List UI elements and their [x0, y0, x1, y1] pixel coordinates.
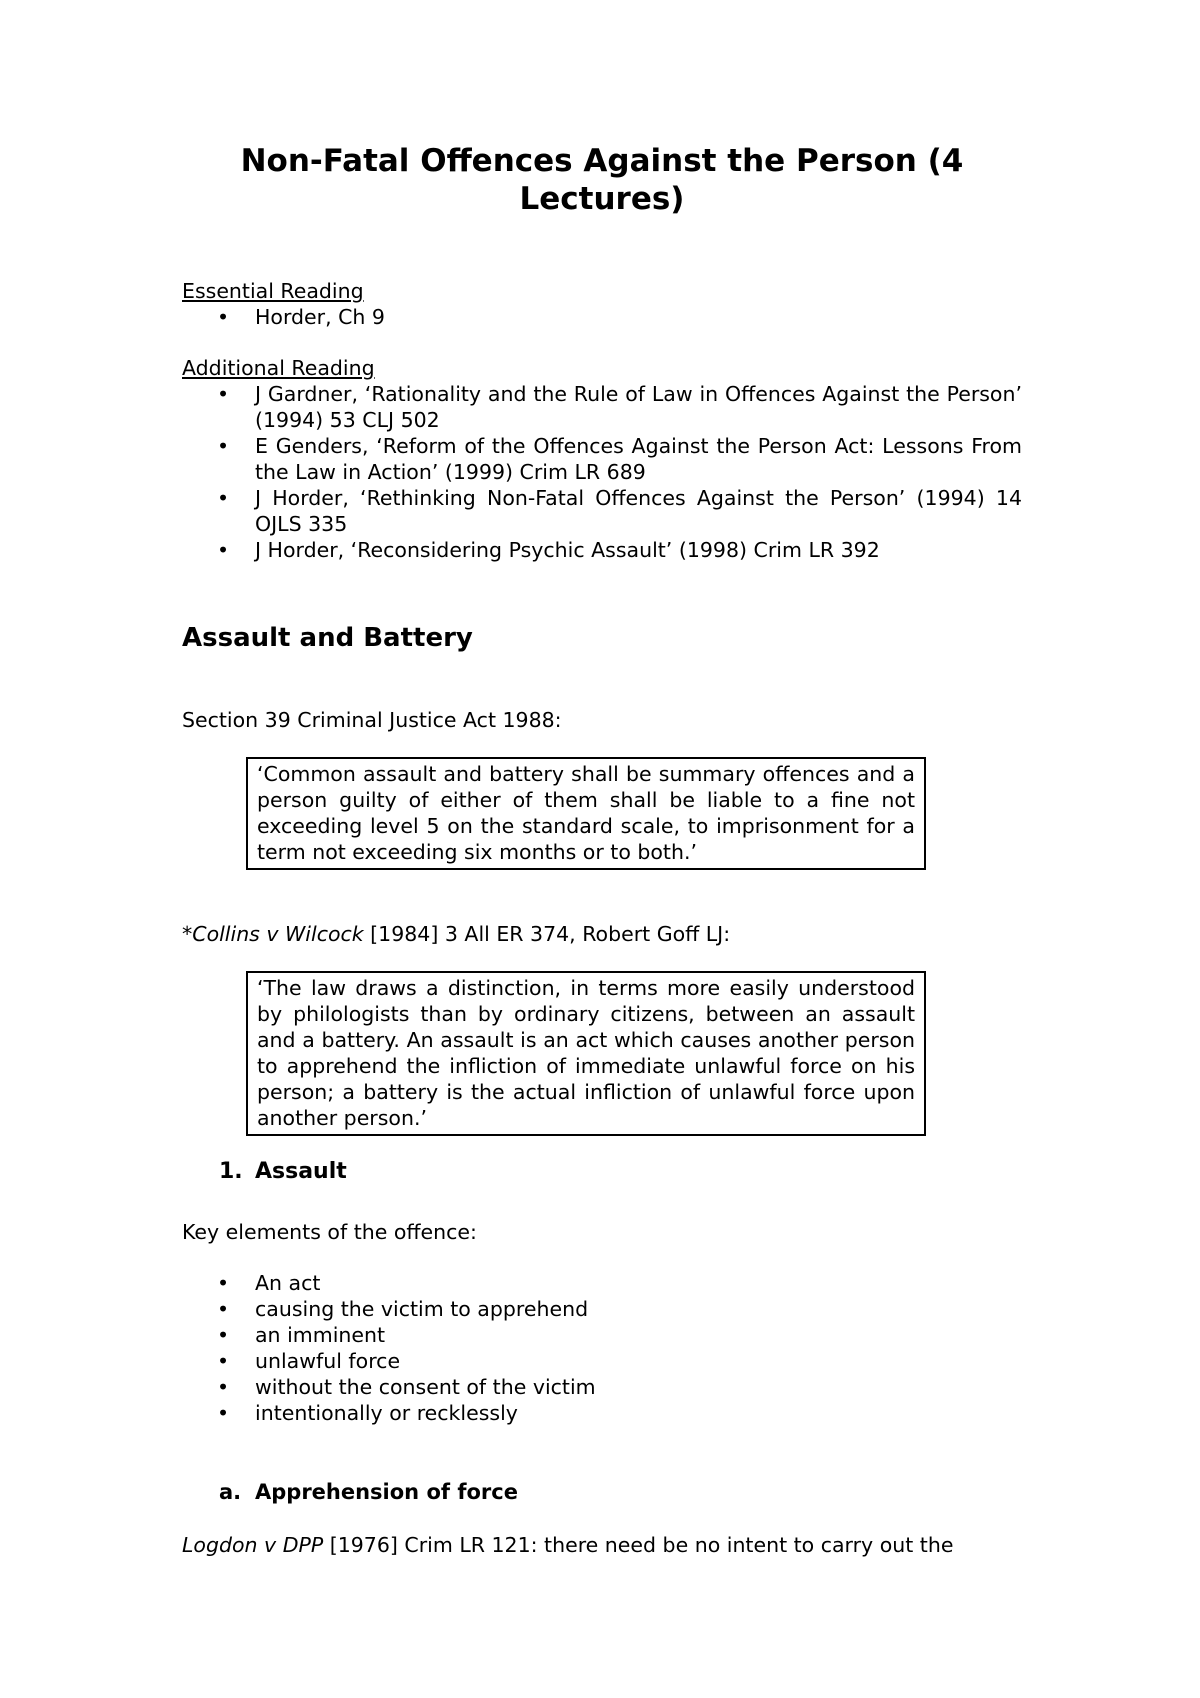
case-quote: ‘The law draws a distinction, in terms more easily understood by philologists than by ordinary citizens, between an assault and a battery. An assault is an act which causes another person to apprehend the infliction of immediate unlawful force on his person; a battery is the actual infliction of unlawful force upon another person.’	[257, 976, 915, 1130]
list-item	[182, 1296, 1022, 1322]
key-element: causing the victim to apprehend	[255, 1297, 589, 1321]
case-name: Collins v Wilcock	[192, 922, 364, 946]
subsection-assault-heading	[219, 1158, 347, 1186]
subsection-letter: a.	[219, 1480, 242, 1504]
bullet-icon: •	[217, 1349, 230, 1373]
statute-intro: Section 39 Criminal Justice Act 1988:	[182, 708, 562, 732]
key-elements-intro: Key elements of the offence:	[182, 1220, 477, 1244]
bullet-icon: •	[217, 305, 230, 329]
list-item	[182, 381, 1022, 433]
reading-entry: J Gardner, ‘Rationality and the Rule of Law in Offences Against the Person’ (1994) 53 CLJ 502	[255, 382, 1022, 432]
list-item	[182, 1270, 1022, 1296]
essential-reading-label: Essential Reading	[182, 279, 364, 303]
key-elements-list	[182, 1270, 1022, 1426]
key-element: an imminent	[255, 1323, 386, 1347]
reading-entry: Horder, Ch 9	[255, 305, 385, 329]
page-title: Non-Fatal Offences Against the Person (4 Lectures)	[240, 143, 964, 217]
subsection-label: Assault	[255, 1159, 347, 1184]
final-paragraph	[182, 1532, 1022, 1558]
bullet-icon: •	[217, 1323, 230, 1347]
bullet-icon: •	[217, 434, 230, 458]
subsection-apprehension-heading	[219, 1478, 518, 1506]
essential-reading-list	[182, 304, 1022, 330]
list-item	[182, 433, 1022, 485]
reading-entry: J Horder, ‘Rethinking Non-Fatal Offences Against the Person’ (1994) 14 OJLS 335	[255, 486, 1022, 536]
list-item	[182, 1400, 1022, 1426]
list-item	[182, 304, 1022, 330]
key-element: An act	[255, 1271, 321, 1295]
list-item	[182, 1322, 1022, 1348]
bullet-icon: •	[217, 538, 230, 562]
reading-entry: E Genders, ‘Reform of the Offences Against the Person Act: Lessons From the Law in Action’ (1999) Crim LR 689	[255, 434, 1022, 484]
additional-reading-list	[182, 381, 1022, 563]
case-asterisk: *	[182, 922, 193, 946]
bullet-icon: •	[217, 486, 230, 510]
case-citation: [1984] 3 All ER 374, Robert Goff LJ:	[363, 922, 731, 946]
additional-reading-label: Additional Reading	[182, 356, 375, 380]
reading-entry: J Horder, ‘Reconsidering Psychic Assault’ (1998) Crim LR 392	[255, 538, 880, 562]
statute-quote: ‘Common assault and battery shall be summary offences and a person guilty of either of them shall be liable to a fine not exceeding level 5 on the standard scale, to imprisonment for a term not exceeding six months or to both.’	[257, 762, 915, 864]
key-element: intentionally or recklessly	[255, 1401, 518, 1425]
subsection-label: Apprehension of force	[255, 1480, 518, 1504]
case-name: Logdon v DPP	[182, 1533, 324, 1557]
paragraph-text: [1976] Crim LR 121: there need be no intent to carry out the	[323, 1533, 954, 1557]
case-intro	[182, 921, 1022, 947]
key-element: unlawful force	[255, 1349, 401, 1373]
case-quote-box	[246, 971, 926, 1136]
bullet-icon: •	[217, 1375, 230, 1399]
bullet-icon: •	[217, 1271, 230, 1295]
section-heading: Assault and Battery	[182, 623, 473, 653]
bullet-icon: •	[217, 1297, 230, 1321]
list-item	[182, 1374, 1022, 1400]
subsection-number: 1.	[219, 1159, 243, 1184]
bullet-icon: •	[217, 1401, 230, 1425]
key-element: without the consent of the victim	[255, 1375, 596, 1399]
list-item	[182, 1348, 1022, 1374]
statute-quote-box	[246, 757, 926, 870]
list-item	[182, 537, 1022, 563]
list-item	[182, 485, 1022, 537]
bullet-icon: •	[217, 382, 230, 406]
